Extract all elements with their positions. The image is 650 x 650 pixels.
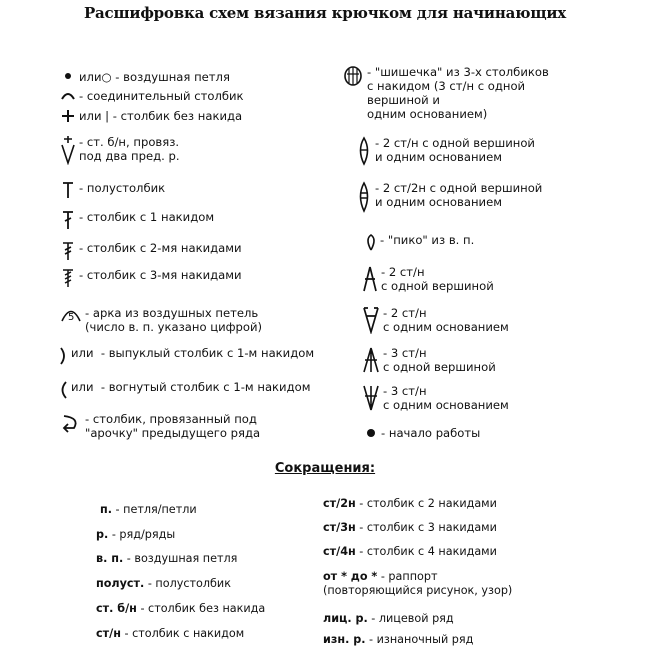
page-title: Расшифровка схем вязания крючком для начинающих bbox=[83, 4, 567, 22]
oval-2tr-icon bbox=[356, 181, 372, 213]
legend-half-double: - полустолбик bbox=[60, 181, 165, 199]
legend-start: - начало работы bbox=[364, 426, 480, 440]
abbr-row: р. - ряд/ряды bbox=[96, 528, 176, 541]
arch-number-icon bbox=[60, 306, 82, 322]
start-dot-icon bbox=[364, 426, 378, 440]
abbr-row: ст. б/н - столбик без накида bbox=[96, 602, 266, 615]
dec-3-icon bbox=[362, 346, 380, 374]
legend-2dc-dec: - 2 ст/н с одной вершиной bbox=[362, 265, 494, 293]
legend-bobble: - "шишечка" из 3-х столбиков с накидом (3 ст/н с одной вершиной и одним основанием) bbox=[342, 65, 549, 121]
legend-slip-stitch: - соединительный столбик bbox=[60, 89, 244, 103]
abbr-row: п. - петля/петли bbox=[100, 503, 197, 516]
t-stitch-icon bbox=[60, 181, 76, 199]
legend-back-post: или - вогнутый столбик с 1-м накидом bbox=[58, 380, 310, 400]
abbr-row: лиц. р. - лицевой ряд bbox=[323, 612, 454, 625]
tr-icon bbox=[60, 241, 76, 261]
legend-3dc-inc: - 3 ст/н с одним основанием bbox=[362, 384, 509, 412]
dtr-icon bbox=[60, 268, 76, 288]
abbr-row: ст/2н - столбик с 2 накидами bbox=[323, 497, 497, 510]
legend-under-arch: - столбик, провязанный под "арочку" предыдущего ряда bbox=[60, 412, 260, 440]
legend-treble: - столбик с 2-мя накидами bbox=[60, 241, 242, 261]
legend-front-post: или - выпуклый столбик с 1-м накидом bbox=[58, 346, 314, 366]
legend-2dc-inc: - 2 ст/н с одним основанием bbox=[362, 306, 509, 334]
legend-single-crochet: или | - столбик без накида bbox=[60, 109, 242, 123]
dec-2-icon bbox=[362, 265, 378, 293]
double-plus-v-icon bbox=[60, 135, 76, 165]
legend-dtr: - столбик с 3-мя накидами bbox=[60, 268, 242, 288]
legend-picot: - "пико" из в. п. bbox=[365, 233, 474, 251]
legend-chain-arch: 5 - арка из воздушных петель (число в. п. указано цифрой) bbox=[60, 306, 262, 334]
legend-2dc-cluster-oval: - 2 ст/н с одной вершиной и одним основанием bbox=[356, 136, 535, 166]
legend-sc-two-rows: - ст. б/н, провяз. под два пред. р. bbox=[60, 135, 180, 165]
abbr-row: полуст. - полустолбик bbox=[96, 577, 231, 590]
abbr-row: от * до * - раппорт (повторяющийся рисунок, узор) bbox=[323, 570, 513, 597]
legend-3dc-dec: - 3 ст/н с одной вершиной bbox=[362, 346, 496, 374]
abbr-row: изн. р. - изнаночный ряд bbox=[323, 633, 474, 646]
legend-chain-stitch: или○ - воздушная петля bbox=[62, 70, 230, 84]
legend-2tr-cluster-oval: - 2 ст/2н с одной вершиной и одним основанием bbox=[356, 181, 542, 213]
bobble-icon bbox=[342, 65, 364, 87]
abbr-row: ст/3н - столбик с 3 накидами bbox=[323, 521, 497, 534]
oval-2dc-icon bbox=[356, 136, 372, 166]
abbr-row: ст/н - столбик с накидом bbox=[96, 627, 245, 640]
abbr-row: в. п. - воздушная петля bbox=[96, 552, 238, 565]
legend-double-crochet: - столбик с 1 накидом bbox=[60, 210, 214, 230]
front-post-icon bbox=[58, 346, 68, 366]
inc-3-icon bbox=[362, 384, 380, 412]
inc-2-icon bbox=[362, 306, 380, 334]
under-arch-icon bbox=[60, 412, 82, 434]
plus-icon bbox=[60, 109, 76, 123]
filled-dot-icon bbox=[62, 70, 76, 82]
abbr-row: ст/4н - столбик с 4 накидами bbox=[323, 545, 497, 558]
svg-text:5: 5 bbox=[68, 312, 75, 322]
abbreviations-title: Сокращения: bbox=[274, 461, 376, 476]
dc-icon bbox=[60, 210, 76, 230]
arc-icon bbox=[60, 89, 76, 101]
picot-icon bbox=[365, 233, 377, 251]
back-post-icon bbox=[58, 380, 68, 400]
